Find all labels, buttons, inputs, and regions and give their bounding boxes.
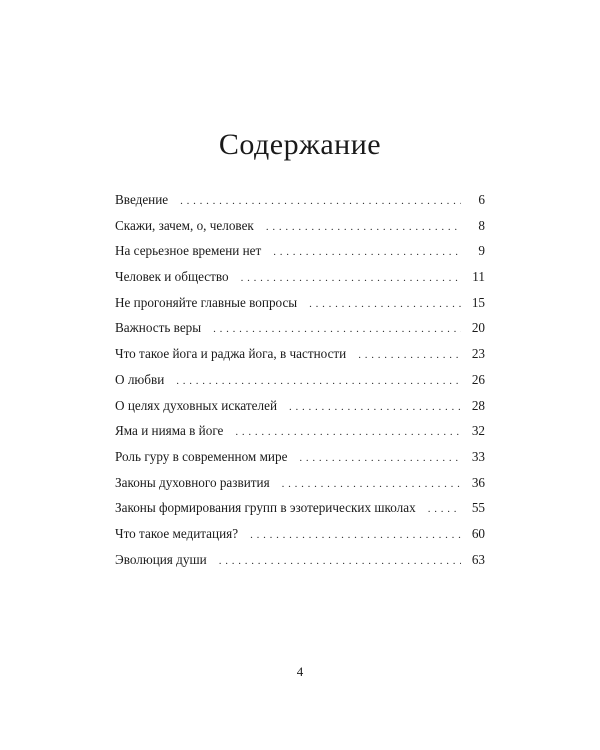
dot-leader [266,215,461,241]
dot-leader [428,497,461,523]
toc-entry-title: О любви [115,371,165,387]
toc-entry-page: 8 [478,217,485,233]
toc-entry [115,470,485,496]
toc-entry-title: Введение [115,192,169,207]
toc-entry-page: 28 [471,397,485,413]
page-number: 4 [296,664,304,679]
dot-leader [176,369,461,395]
toc-entry-title: Человек и общество [115,269,229,285]
toc-entry-title: Что такое медитация? [115,525,239,541]
dot-leader [309,292,461,318]
dot-leader [250,523,461,549]
toc-entry-title: Законы формирования групп в эзотерических школах [115,500,416,516]
toc-entry [115,393,485,419]
toc-entry-page: 60 [471,525,485,541]
toc-entry-title: Скажи, зачем, о, человек [115,217,254,233]
toc-entry-title: Роль гуру в современном мире [115,448,288,464]
toc-entry-page: 63 [471,551,485,567]
dot-leader [235,420,461,446]
toc-entry [115,367,485,393]
toc-entry-page: 23 [471,346,485,362]
toc-entry-page: 20 [471,320,485,336]
dot-leader [282,472,461,498]
toc-entry [115,341,485,367]
toc-entry-page: 26 [471,371,485,387]
dot-leader [358,343,461,369]
toc-entry [115,264,485,290]
toc-entry-page: 6 [478,192,485,207]
toc-entry [115,495,485,521]
table-of-contents [115,187,485,572]
toc-entry [115,290,485,316]
toc-entry [115,444,485,470]
toc-entry-page: 32 [471,423,485,439]
dot-leader [273,240,461,266]
toc-entry-page: 33 [471,448,485,464]
toc-entry [115,418,485,444]
dot-leader [289,395,461,421]
dot-leader [219,549,461,575]
toc-entry [115,238,485,264]
toc-entry-title: На серьезное времени нет [115,243,262,259]
toc-entry-page: 55 [471,500,485,516]
toc-entry-title: Что такое йога и раджа йога, в частности [115,346,347,362]
toc-entry [115,187,485,213]
toc-entry-page: 36 [471,474,485,490]
toc-entry [115,315,485,341]
dot-leader [299,446,461,472]
toc-entry-title: Законы духовного развития [115,474,270,490]
toc-entry-title: О целях духовных искателей [115,397,278,413]
toc-entry-page: 11 [472,269,485,285]
toc-entry [115,547,485,573]
page-title: Содержание [218,128,382,161]
toc-entry-title: Не прогоняйте главные вопросы [115,294,298,310]
toc-entry-page: 9 [478,243,485,259]
dot-leader [213,317,461,343]
dot-leader [180,189,461,215]
toc-entry-title: Важность веры [115,320,202,336]
toc-entry-title: Яма и нияма в йоге [115,423,224,439]
toc-entry-title: Эволюция души [115,551,207,567]
toc-entry [115,213,485,239]
toc-entry [115,521,485,547]
dot-leader [241,266,461,292]
toc-entry-page: 15 [471,294,485,310]
